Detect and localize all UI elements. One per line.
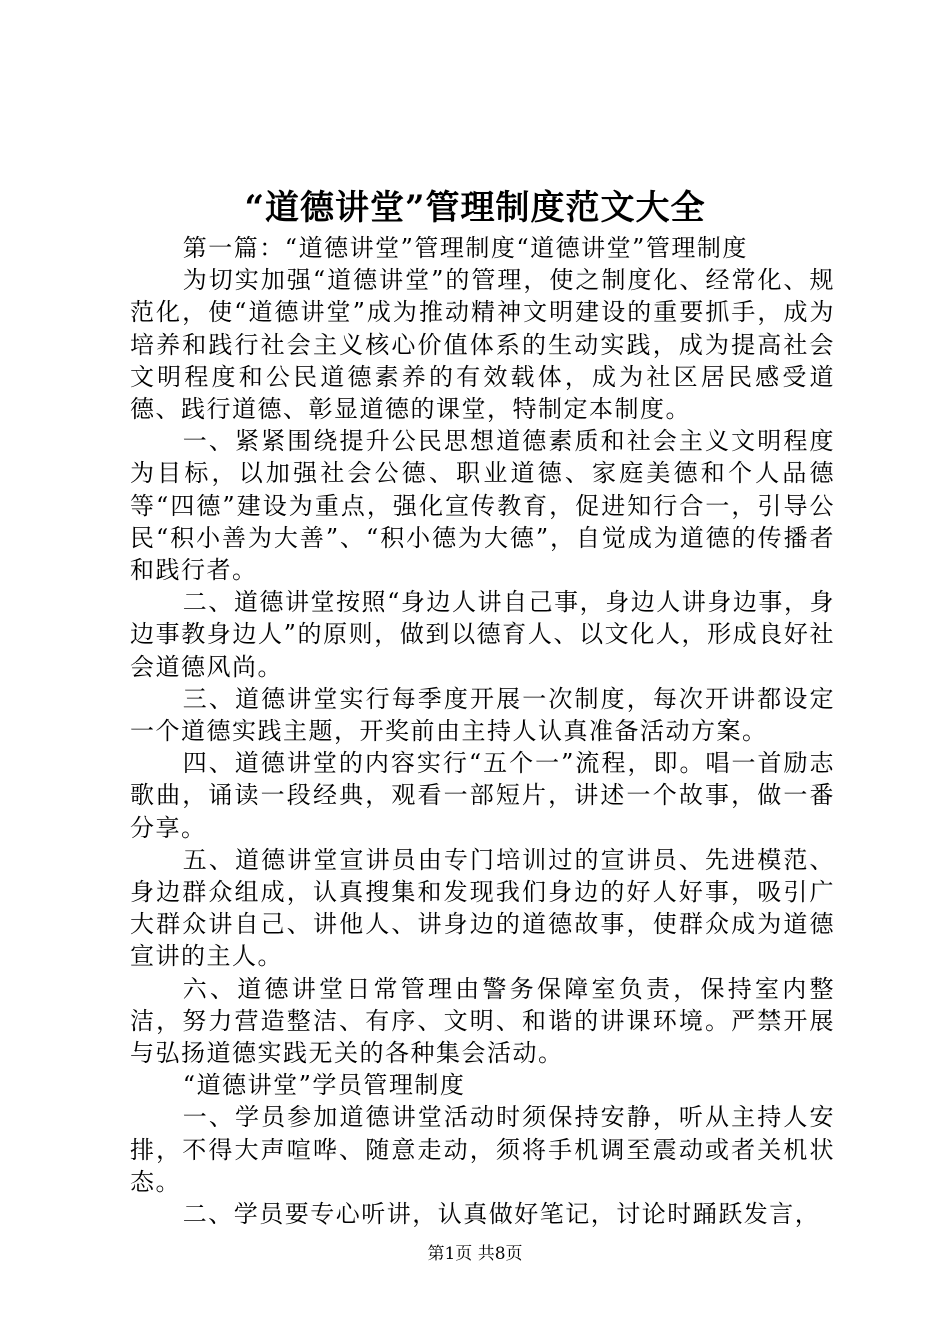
paragraph-student-rule-1: 一、学员参加道德讲堂活动时须保持安静，听从主持人安排，不得大声喧哗、随意走动，须将手机调至震动或者关机状态。	[130, 1103, 835, 1196]
paragraph-item-2: 二、道德讲堂按照“身边人讲自己事，身边人讲身边事，身边事教身边人”的原则，做到以德育人、以文化人，形成良好社会道德风尚。	[130, 588, 835, 681]
paragraph-item-1: 一、紧紧围绕提升公民思想道德素质和社会主义文明程度为目标，以加强社会公德、职业道德、家庭美德和个人品德等“四德”建设为重点，强化宣传教育，促进知行合一，引导公民“积小善为大善”、“积小德为大德”，自觉成为道德的传播者和践行者。	[130, 427, 835, 585]
paragraph-intro: 为切实加强“道德讲堂”的管理，使之制度化、经常化、规范化，使“道德讲堂”成为推动精神文明建设的重要抓手，成为培养和践行社会主义核心价值体系的生动实践，成为提高社会文明程度和公民道德素养的有效载体，成为社区居民感受道德、践行道德、彰显道德的课堂，特制定本制度。	[130, 266, 835, 424]
paragraph-item-3: 三、道德讲堂实行每季度开展一次制度，每次开讲都设定一个道德实践主题，开奖前由主持人认真准备活动方案。	[130, 684, 835, 746]
paragraph-item-6: 六、道德讲堂日常管理由警务保障室负责，保持室内整洁，努力营造整洁、有序、文明、和谐的讲课环境。严禁开展与弘扬道德实践无关的各种集会活动。	[130, 974, 835, 1068]
document-title: “道德讲堂”管理制度范文大全	[244, 188, 706, 228]
page-footer: 第1页 共8页	[427, 1244, 523, 1264]
paragraph-item-4: 四、道德讲堂的内容实行“五个一”流程，即。唱一首励志歌曲，诵读一段经典，观看一部短片，讲述一个故事，做一番分享。	[130, 749, 835, 842]
paragraph-item-5: 五、道德讲堂宣讲员由专门培训过的宣讲员、先进模范、身边群众组成，认真搜集和发现我们身边的好人好事，吸引广大群众讲自己、讲他人、讲身边的道德故事，使群众成为道德宣讲的主人。	[130, 845, 835, 971]
paragraph-student-rule-2: 二、学员要专心听讲，认真做好笔记，讨论时踊跃发言，	[182, 1200, 821, 1229]
paragraph-heading-part-one: 第一篇：“道德讲堂”管理制度“道德讲堂”管理制度	[182, 234, 748, 262]
document-body	[130, 232, 835, 1230]
paragraph-subheading-student-rules: “道德讲堂”学员管理制度	[182, 1071, 466, 1100]
